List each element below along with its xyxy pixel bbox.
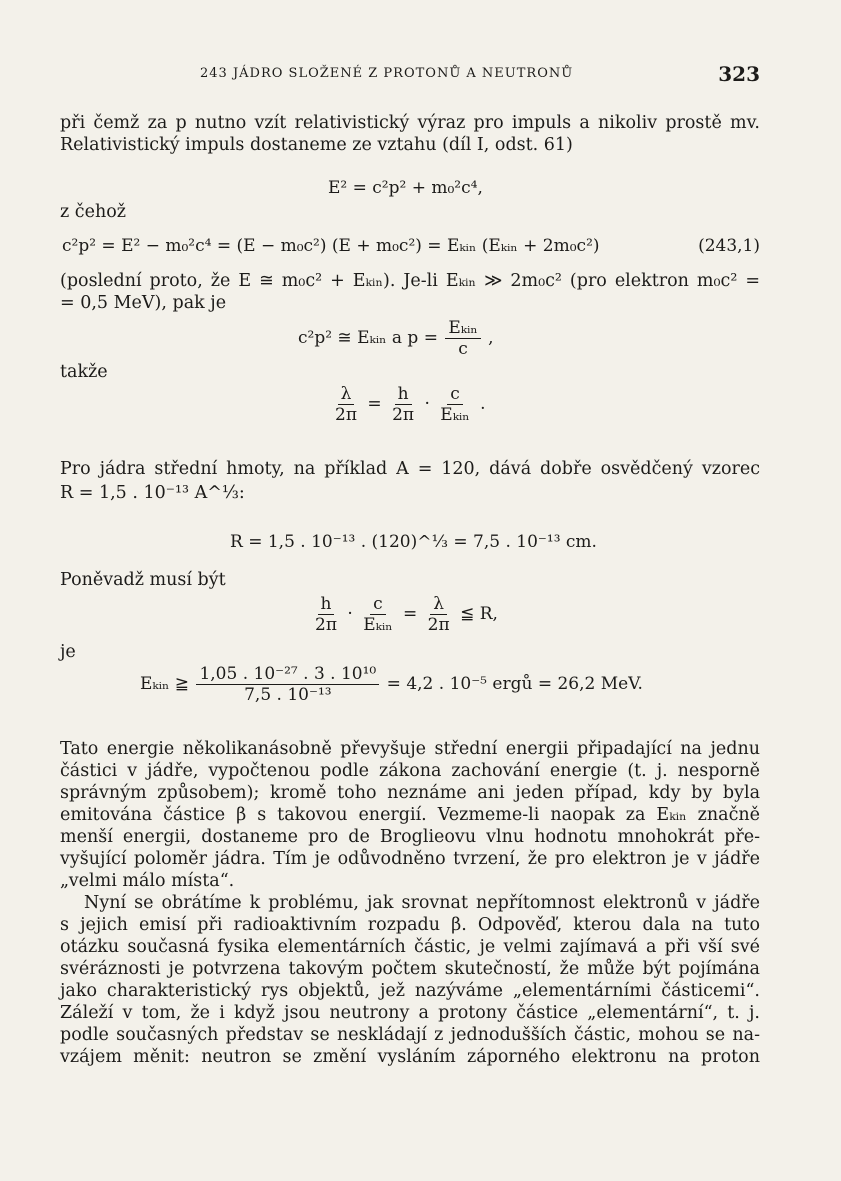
para1-line-5: menší energii, dostaneme pro de Broglieovu vlnu hodnotu mnohokrát pře- [60, 827, 760, 847]
eq4-f3-num: c [447, 384, 463, 405]
equation-243-1-body: c²p² = E² − m₀²c⁴ = (E − m₀c²) (E + m₀c²) = Eₖᵢₙ (Eₖᵢₙ + 2m₀c²) [62, 236, 600, 256]
eq3-denominator: c [458, 339, 468, 359]
page-header [60, 62, 760, 86]
para1-line-6: vyšující poloměr jádra. Tím je odůvodněno tvrzení, že pro elektron je v jádře [60, 849, 760, 869]
eq4-tail: . [480, 394, 486, 414]
para1-line-4: emitována částice β s takovou energií. Vezmeme-li naopak za Eₖᵢₙ značně [60, 805, 760, 825]
page-number: 323 [718, 62, 760, 86]
intro-line-2: Relativistický impuls dostaneme ze vztahu (díl I, odst. 61) [60, 135, 573, 155]
eq3-tail: , [488, 328, 494, 348]
para2-line-5: jako charakteristický rys objektů, jež nazýváme „elementárními částicemi“. [60, 981, 760, 1001]
equation-kinetic-energy [140, 664, 643, 705]
equation-radius: R = 1,5 . 10⁻¹³ . (120)^⅓ = 7,5 . 10⁻¹³ cm. [230, 532, 597, 552]
para1-line-3: správným způsobem); kromě toho neznáme ani jeden případ, kdy by byla [60, 783, 760, 803]
label-ponevadz: Poněvadž musí být [60, 570, 226, 590]
prohmoty-line-1: Pro jádra střední hmoty, na příklad A = 120, dává dobře osvědčený vzorec [60, 459, 760, 479]
eq4-f1-num: λ [338, 384, 355, 405]
eq6-f3-num: λ [430, 594, 447, 615]
eq6-f1-num: h [318, 594, 335, 615]
eq4-fraction-2 [389, 384, 417, 425]
eq6-f1-den: 2π [315, 615, 337, 635]
eq4-f3-den: Eₖᵢₙ [440, 405, 470, 425]
running-title: 243 JÁDRO SLOŽENÉ Z PROTONŮ A NEUTRONŮ [200, 66, 574, 81]
para2-line-6: Záleží v tom, že i když jsou neutrony a protony částice „elementární“, t. j. [60, 1003, 760, 1023]
posledni-line-2: = 0,5 MeV), pak je [60, 293, 227, 313]
para2-line-4: svéráznosti je potvrzena takovým počtem skutečností, že může být pojímána [60, 959, 760, 979]
eq4-f1-den: 2π [335, 405, 357, 425]
eq4-f2-den: 2π [392, 405, 415, 425]
para2-line-7: podle současných představ se neskládají z jednodušších částic, mohou se na- [60, 1025, 760, 1045]
eq4-equals: = [367, 394, 382, 414]
label-z-cehoz: z čehož [60, 202, 126, 222]
para1-line-7: „velmi málo místa“. [60, 871, 235, 891]
eq6-f2-den: Eₖᵢₙ [363, 615, 393, 635]
eq6-dot: · [347, 604, 353, 624]
para2-line-1: Nyní se obrátíme k problému, jak srovnat nepřítomnost elektronů v jádře [84, 893, 760, 913]
eq3-fraction [445, 318, 480, 359]
eq4-f2-num: h [395, 384, 412, 405]
eq3-left: c²p² ≅ Eₖᵢₙ a p = [298, 328, 438, 348]
para2-line-2: s jejich emisí při radioaktivním rozpadu β. Odpověď, kterou dala na tuto [60, 915, 760, 935]
eq6-fraction-1 [312, 594, 340, 635]
equation-wavelength [330, 384, 485, 425]
eq7-denominator: 7,5 . 10⁻¹³ [244, 685, 332, 705]
para2-line-3: otázku současná fysika elementárních částic, je velmi zajímavá a při vší své [60, 937, 760, 957]
eq6-fraction-3 [425, 594, 453, 635]
equation-243-1 [62, 236, 760, 256]
eq4-fraction-3 [437, 384, 472, 425]
eq6-f3-den: 2π [427, 615, 450, 635]
para2-line-8: vzájem měnit: neutron se změní vysláním záporného elektronu na proton [60, 1047, 760, 1067]
eq6-equals: = [403, 604, 418, 624]
eq6-fraction-2 [360, 594, 395, 635]
eq6-f2-num: c [370, 594, 386, 615]
equation-energy-momentum: E² = c²p² + m₀²c⁴, [328, 178, 483, 198]
label-takze: takže [60, 362, 108, 382]
label-je: je [60, 642, 76, 662]
equation-momentum-approx [298, 318, 494, 359]
eq7-left: Eₖᵢₙ ≧ [140, 674, 190, 694]
eq6-tail: ≦ R, [460, 604, 498, 624]
para1-line-1: Tato energie několikanásobně převyšuje střední energii připadající na jednu [60, 739, 760, 759]
intro-line-1: při čemž za p nutno vzít relativistický výraz pro impuls a nikoliv prostě mv. [60, 113, 760, 133]
equation-condition [310, 594, 498, 635]
eq7-fraction [196, 664, 379, 705]
eq4-fraction-1 [332, 384, 360, 425]
prohmoty-line-2: R = 1,5 . 10⁻¹³ A^⅓: [60, 483, 245, 503]
para1-line-2: částici v jádře, vypočtenou podle zákona zachování energie (t. j. nesporně [60, 761, 760, 781]
equation-number: (243,1) [698, 236, 760, 256]
posledni-line-1: (poslední proto, že E ≅ m₀c² + Eₖᵢₙ). Je-li Eₖᵢₙ ≫ 2m₀c² (pro elektron m₀c² = [60, 271, 760, 291]
eq4-dot: · [424, 394, 430, 414]
eq3-numerator: Eₖᵢₙ [445, 318, 480, 339]
eq7-right: = 4,2 . 10⁻⁵ ergů = 26,2 MeV. [386, 674, 643, 694]
eq7-numerator: 1,05 . 10⁻²⁷ . 3 . 10¹⁰ [196, 664, 379, 685]
